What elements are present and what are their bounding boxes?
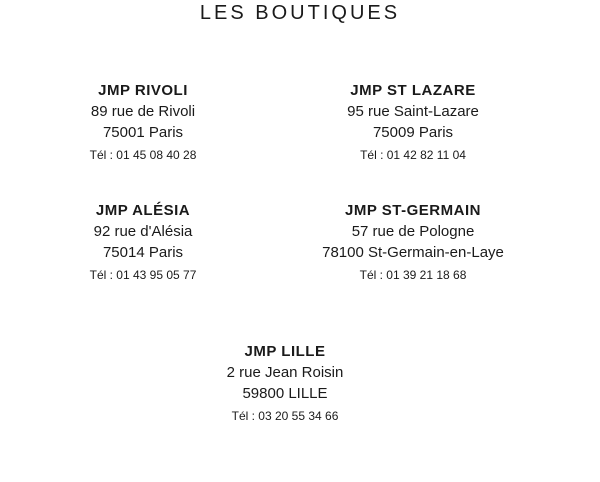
store-city: 75001 Paris: [102, 124, 184, 141]
store-name: JMP ALÉSIA: [95, 202, 191, 219]
store-name: JMP LILLE: [244, 343, 326, 360]
store-street: 57 rue de Pologne: [351, 223, 475, 240]
store-phone[interactable]: Tél : 01 39 21 18 68: [359, 268, 467, 282]
store-card-st-lazare: [263, 80, 563, 163]
store-name: JMP RIVOLI: [98, 82, 188, 99]
store-phone[interactable]: Tél : 01 42 82 11 04: [360, 148, 466, 162]
store-name: JMP ST LAZARE: [350, 82, 476, 99]
store-card-alesia: [0, 200, 293, 283]
store-city: 75009 Paris: [372, 124, 454, 141]
store-phone[interactable]: Tél : 03 20 55 34 66: [231, 409, 339, 423]
store-card-lille: [135, 341, 435, 424]
store-street: 89 rue de Rivoli: [90, 103, 196, 120]
store-street: 92 rue d'Alésia: [93, 223, 193, 240]
store-city: 75014 Paris: [102, 244, 184, 261]
store-phone[interactable]: Tél : 01 43 95 05 77: [89, 268, 197, 282]
store-street: 2 rue Jean Roisin: [226, 364, 344, 381]
store-card-rivoli: [0, 80, 293, 163]
store-card-st-germain: [263, 200, 563, 283]
page-title: LES BOUTIQUES: [199, 2, 401, 24]
store-city: 78100 St-Germain-en-Laye: [322, 244, 504, 261]
store-street: 95 rue Saint-Lazare: [347, 103, 479, 120]
store-phone[interactable]: Tél : 01 45 08 40 28: [89, 148, 197, 162]
store-city: 59800 LILLE: [242, 385, 328, 402]
store-name: JMP ST-GERMAIN: [345, 202, 481, 219]
